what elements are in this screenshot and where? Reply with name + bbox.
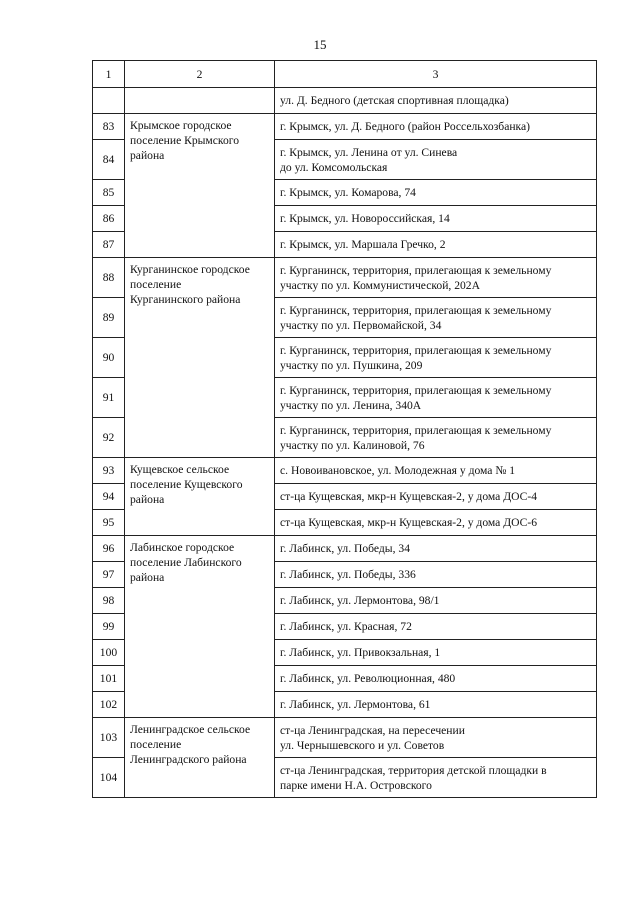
address-cell (275, 258, 597, 298)
row-number: 104 (93, 758, 125, 798)
address-line: г. Лабинск, ул. Красная, 72 (280, 620, 412, 633)
municipality-line: Ленинградского района (130, 753, 247, 766)
address-line: г. Курганинск, территория, прилегающая к земельному (280, 423, 552, 437)
municipality-cell (125, 718, 275, 798)
table-row (93, 458, 597, 484)
table-row (93, 258, 597, 298)
address-cell (275, 298, 597, 338)
continuation-mun-cell (125, 88, 275, 114)
address-cell (275, 338, 597, 378)
row-number: 85 (93, 180, 125, 206)
row-number: 88 (93, 258, 125, 298)
address-line: г. Крымск, ул. Ленина от ул. Синева (280, 145, 458, 159)
address-line: участку по ул. Ленина, 340А (280, 398, 422, 412)
address-cell (275, 758, 597, 798)
address-line: парке имени Н.А. Островского (280, 778, 432, 792)
municipality-line: района (130, 149, 165, 162)
row-number: 102 (93, 692, 125, 718)
address-line: участку по ул. Калиновой, 76 (280, 438, 425, 452)
address-line: до ул. Комсомольская (280, 160, 388, 174)
address-line: ст-ца Кущевская, мкр-н Кущевская-2, у дома ДОС-4 (280, 490, 538, 503)
municipality-line: Кущевское сельское (130, 463, 230, 476)
address-line: г. Крымск, ул. Д. Бедного (район Россельхозбанка) (280, 120, 531, 133)
address-line: участку по ул. Пушкина, 209 (280, 358, 423, 372)
row-number: 92 (93, 418, 125, 458)
page-number: 15 (313, 37, 327, 52)
continuation-row (93, 88, 597, 114)
municipality-cell (125, 114, 275, 258)
row-number: 83 (93, 114, 125, 140)
address-cell (275, 614, 597, 640)
table-header-row (93, 61, 597, 88)
row-number: 91 (93, 378, 125, 418)
address-cell (275, 718, 597, 758)
address-line: участку по ул. Первомайской, 34 (280, 318, 442, 332)
address-line: г. Лабинск, ул. Революционная, 480 (280, 672, 456, 685)
address-cell (275, 114, 597, 140)
row-number: 100 (93, 640, 125, 666)
address-line: участку по ул. Коммунистической, 202А (280, 278, 480, 292)
header-col-1: 1 (93, 61, 125, 88)
address-line: г. Курганинск, территория, прилегающая к земельному (280, 343, 552, 357)
table-row (93, 536, 597, 562)
address-line: г. Крымск, ул. Маршала Гречко, 2 (280, 238, 446, 251)
municipality-line: Курганинского района (130, 293, 241, 306)
municipality-line: Курганинское городское (130, 263, 250, 276)
address-line: с. Новоивановское, ул. Молодежная у дома № 1 (280, 464, 516, 477)
row-number: 98 (93, 588, 125, 614)
row-number: 95 (93, 510, 125, 536)
address-cell (275, 562, 597, 588)
header-col-3: 3 (275, 61, 597, 88)
locations-table (92, 60, 597, 798)
municipality-line: Ленинградское сельское (130, 723, 251, 736)
address-cell (275, 232, 597, 258)
table-row (93, 718, 597, 758)
address-cell (275, 140, 597, 180)
address-line: ст-ца Ленинградская, на пересечении (280, 723, 465, 737)
address-cell (275, 510, 597, 536)
municipality-line: района (130, 571, 165, 584)
address-cell (275, 206, 597, 232)
municipality-line: района (130, 493, 165, 506)
address-line: ст-ца Кущевская, мкр-н Кущевская-2, у дома ДОС-6 (280, 516, 538, 529)
address-line: г. Курганинск, территория, прилегающая к земельному (280, 383, 552, 397)
address-line: г. Лабинск, ул. Победы, 34 (280, 542, 410, 555)
municipality-cell (125, 536, 275, 718)
address-line: г. Лабинск, ул. Победы, 336 (280, 568, 416, 581)
row-number: 101 (93, 666, 125, 692)
municipality-line: Лабинское городское (130, 541, 235, 554)
continuation-num-cell (93, 88, 125, 114)
address-line: г. Курганинск, территория, прилегающая к земельному (280, 263, 552, 277)
address-line: ст-ца Ленинградская, территория детской площадки в (280, 763, 547, 777)
row-number: 86 (93, 206, 125, 232)
municipality-line: поселение Лабинского (130, 556, 242, 569)
address-cell (275, 692, 597, 718)
municipality-cell (125, 258, 275, 458)
municipality-line: Крымское городское (130, 119, 232, 132)
row-number: 96 (93, 536, 125, 562)
address-line: г. Крымск, ул. Новороссийская, 14 (280, 212, 450, 225)
municipality-line: поселение Кущевского (130, 478, 243, 491)
municipality-line: поселение (130, 278, 182, 291)
row-number: 103 (93, 718, 125, 758)
address-cell (275, 666, 597, 692)
address-line: г. Лабинск, ул. Лермонтова, 61 (280, 698, 431, 711)
address-cell (275, 180, 597, 206)
municipality-line: поселение Крымского (130, 134, 240, 147)
row-number: 89 (93, 298, 125, 338)
address-line: г. Лабинск, ул. Привокзальная, 1 (280, 646, 441, 659)
address-cell (275, 418, 597, 458)
address-line: г. Лабинск, ул. Лермонтова, 98/1 (280, 594, 440, 607)
address-cell (275, 378, 597, 418)
municipality-line: поселение (130, 738, 182, 751)
continuation-address: ул. Д. Бедного (детская спортивная площадка) (275, 88, 597, 114)
row-number: 99 (93, 614, 125, 640)
row-number: 94 (93, 484, 125, 510)
address-cell (275, 640, 597, 666)
table-row (93, 114, 597, 140)
row-number: 97 (93, 562, 125, 588)
row-number: 93 (93, 458, 125, 484)
row-number: 84 (93, 140, 125, 180)
address-cell (275, 458, 597, 484)
address-cell (275, 536, 597, 562)
address-line: г. Крымск, ул. Комарова, 74 (280, 186, 416, 199)
address-cell (275, 588, 597, 614)
municipality-cell (125, 458, 275, 536)
address-line: г. Курганинск, территория, прилегающая к земельному (280, 303, 552, 317)
row-number: 90 (93, 338, 125, 378)
header-col-2: 2 (125, 61, 275, 88)
row-number: 87 (93, 232, 125, 258)
address-line: ул. Чернышевского и ул. Советов (280, 738, 445, 752)
address-cell (275, 484, 597, 510)
